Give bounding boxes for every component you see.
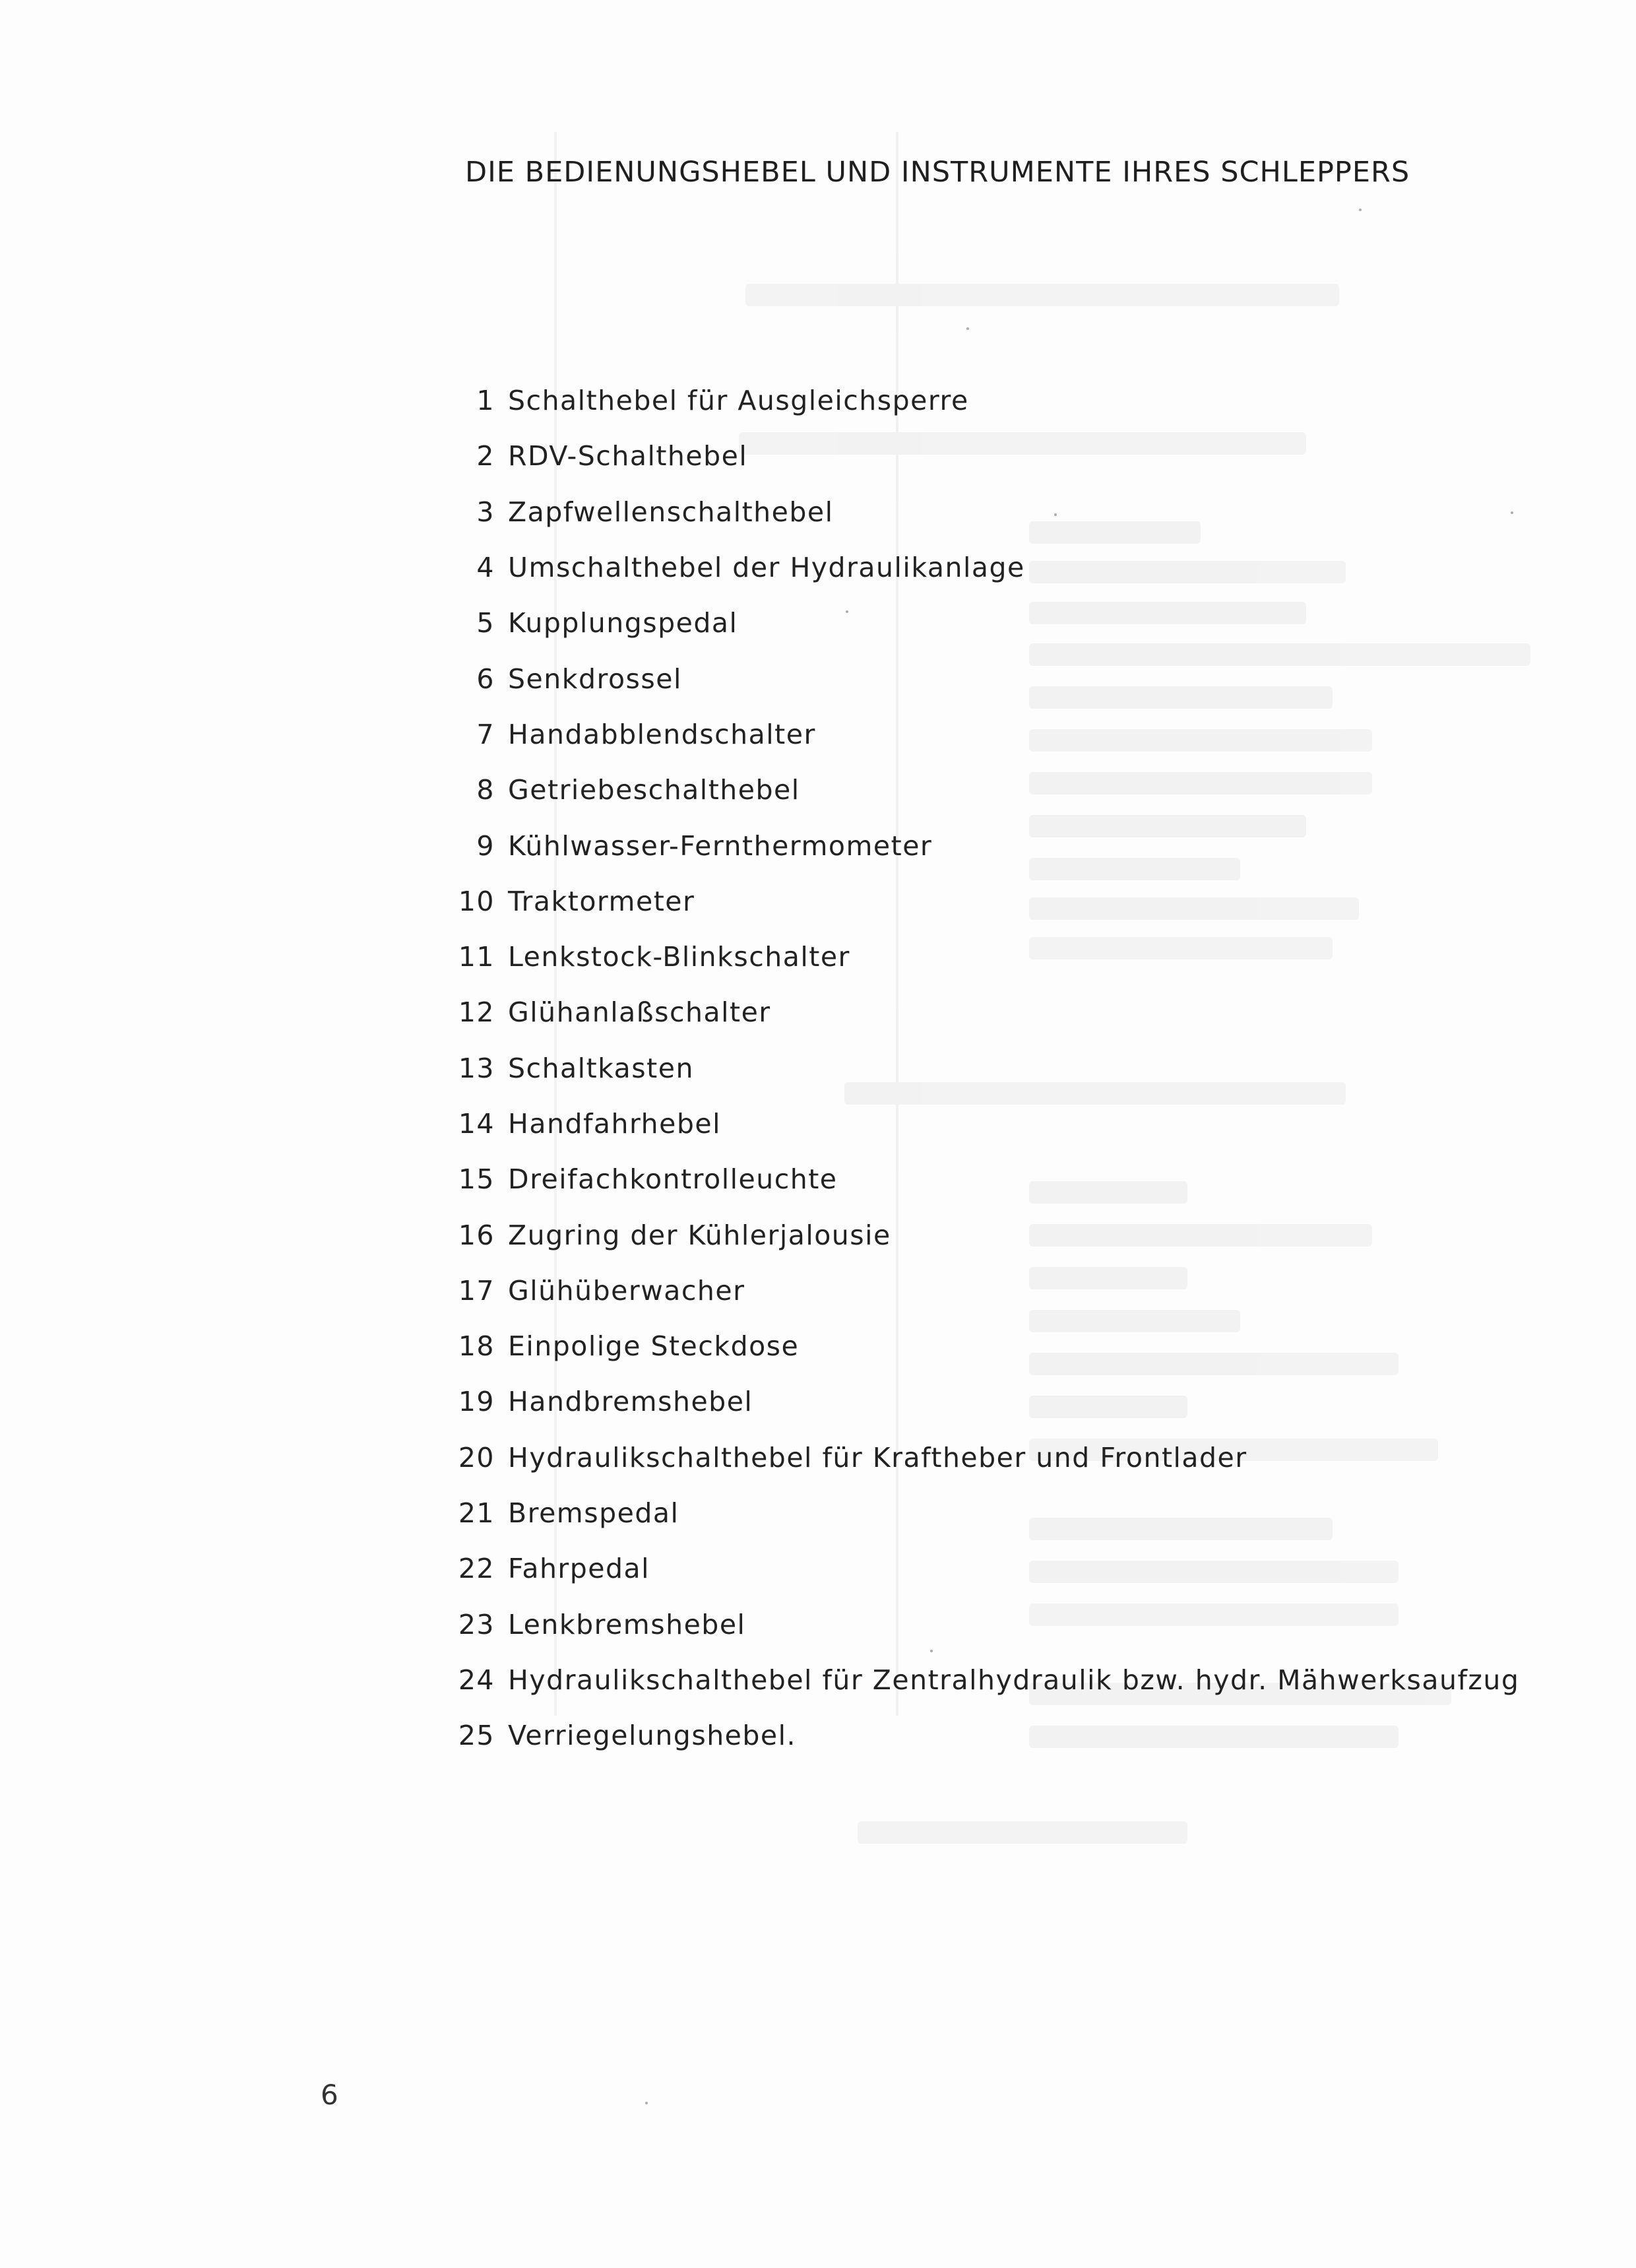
item-number: 1	[476, 385, 495, 417]
item-label: RDV-Schalthebel	[508, 440, 748, 472]
item-number: 5	[476, 607, 495, 639]
item-number: 13	[458, 1052, 495, 1084]
item-label: Umschalthebel der Hydraulikanlage	[508, 552, 1025, 584]
item-label: Bremspedal	[508, 1497, 679, 1530]
item-label: Schaltkasten	[508, 1052, 694, 1084]
list-item	[442, 707, 1519, 762]
item-number: 23	[458, 1608, 495, 1640]
list-item	[442, 985, 1519, 1040]
list-item	[442, 1151, 1519, 1207]
item-label: Schalthebel für Ausgleichsperre	[508, 385, 969, 417]
list-item	[442, 1263, 1519, 1318]
item-number: 19	[458, 1386, 495, 1418]
item-label: Getriebeschalthebel	[508, 774, 800, 806]
list-item	[442, 1096, 1519, 1151]
list-item	[442, 595, 1519, 651]
list-item	[442, 1374, 1519, 1429]
list-item	[442, 373, 1519, 428]
list-item	[442, 818, 1519, 873]
item-number: 2	[476, 440, 495, 472]
item-number: 11	[458, 941, 495, 973]
item-label: Senkdrossel	[508, 663, 682, 695]
item-label: Lenkbremshebel	[508, 1608, 746, 1640]
item-number: 4	[476, 552, 495, 584]
item-label: Glühüberwacher	[508, 1274, 745, 1307]
item-number: 15	[458, 1163, 495, 1196]
item-label: Zugring der Kühlerjalousie	[508, 1219, 891, 1251]
item-label: Verriegelungshebel.	[508, 1720, 797, 1752]
item-label: Einpolige Steckdose	[508, 1330, 800, 1363]
list-item	[442, 1652, 1519, 1708]
item-number: 24	[458, 1664, 495, 1696]
page-title: DIE BEDIENUNGSHEBEL UND INSTRUMENTE IHRES SCHLEPPERS	[465, 156, 1410, 189]
item-label: Zapfwellenschalthebel	[508, 496, 834, 528]
item-number: 20	[458, 1441, 495, 1474]
item-number: 10	[458, 885, 495, 917]
item-number: 8	[476, 774, 495, 806]
page-number: 6	[321, 2079, 338, 2111]
scan-speck	[1359, 209, 1362, 211]
scan-speck	[846, 610, 848, 613]
item-number: 9	[476, 829, 495, 862]
list-item	[442, 1207, 1519, 1262]
item-label: Hydraulikschalthebel für Kraftheber und Frontlader	[508, 1441, 1247, 1474]
list-item	[442, 874, 1519, 929]
item-label: Fahrpedal	[508, 1553, 650, 1585]
scan-speck	[645, 2102, 648, 2104]
item-label: Handabblendschalter	[508, 718, 816, 750]
list-item	[442, 1541, 1519, 1596]
item-number: 17	[458, 1274, 495, 1307]
item-label: Hydraulikschalthebel für Zentralhydraulik bzw. hydr. Mähwerksaufzug	[508, 1664, 1520, 1696]
list-item	[442, 762, 1519, 818]
item-number: 7	[476, 718, 495, 750]
list-item	[442, 929, 1519, 985]
list-item	[442, 484, 1519, 540]
list-item	[442, 1430, 1519, 1485]
list-item	[442, 540, 1519, 595]
item-number: 25	[458, 1720, 495, 1752]
item-number: 21	[458, 1497, 495, 1530]
list-item	[442, 1318, 1519, 1374]
item-number: 3	[476, 496, 495, 528]
list-item	[442, 428, 1519, 484]
item-number: 14	[458, 1108, 495, 1140]
list-item	[442, 1041, 1519, 1096]
item-label: Traktormeter	[508, 885, 695, 917]
item-number: 18	[458, 1330, 495, 1363]
item-label: Glühanlaßschalter	[508, 996, 771, 1029]
item-label: Handfahrhebel	[508, 1108, 721, 1140]
scan-speck	[1054, 513, 1057, 516]
list-item	[442, 1708, 1519, 1763]
controls-list	[442, 373, 1519, 1763]
item-number: 6	[476, 663, 495, 695]
item-label: Kupplungspedal	[508, 607, 738, 639]
item-number: 12	[458, 996, 495, 1029]
scan-speck	[1511, 511, 1513, 514]
item-number: 16	[458, 1219, 495, 1251]
list-item	[442, 1485, 1519, 1541]
list-item	[442, 1597, 1519, 1652]
item-label: Handbremshebel	[508, 1386, 753, 1418]
item-label: Kühlwasser-Fernthermometer	[508, 829, 933, 862]
scan-speck	[966, 327, 969, 330]
list-item	[442, 651, 1519, 706]
item-label: Dreifachkontrolleuchte	[508, 1163, 838, 1196]
scan-speck	[930, 1650, 933, 1652]
item-number: 22	[458, 1553, 495, 1585]
item-label: Lenkstock-Blinkschalter	[508, 941, 850, 973]
